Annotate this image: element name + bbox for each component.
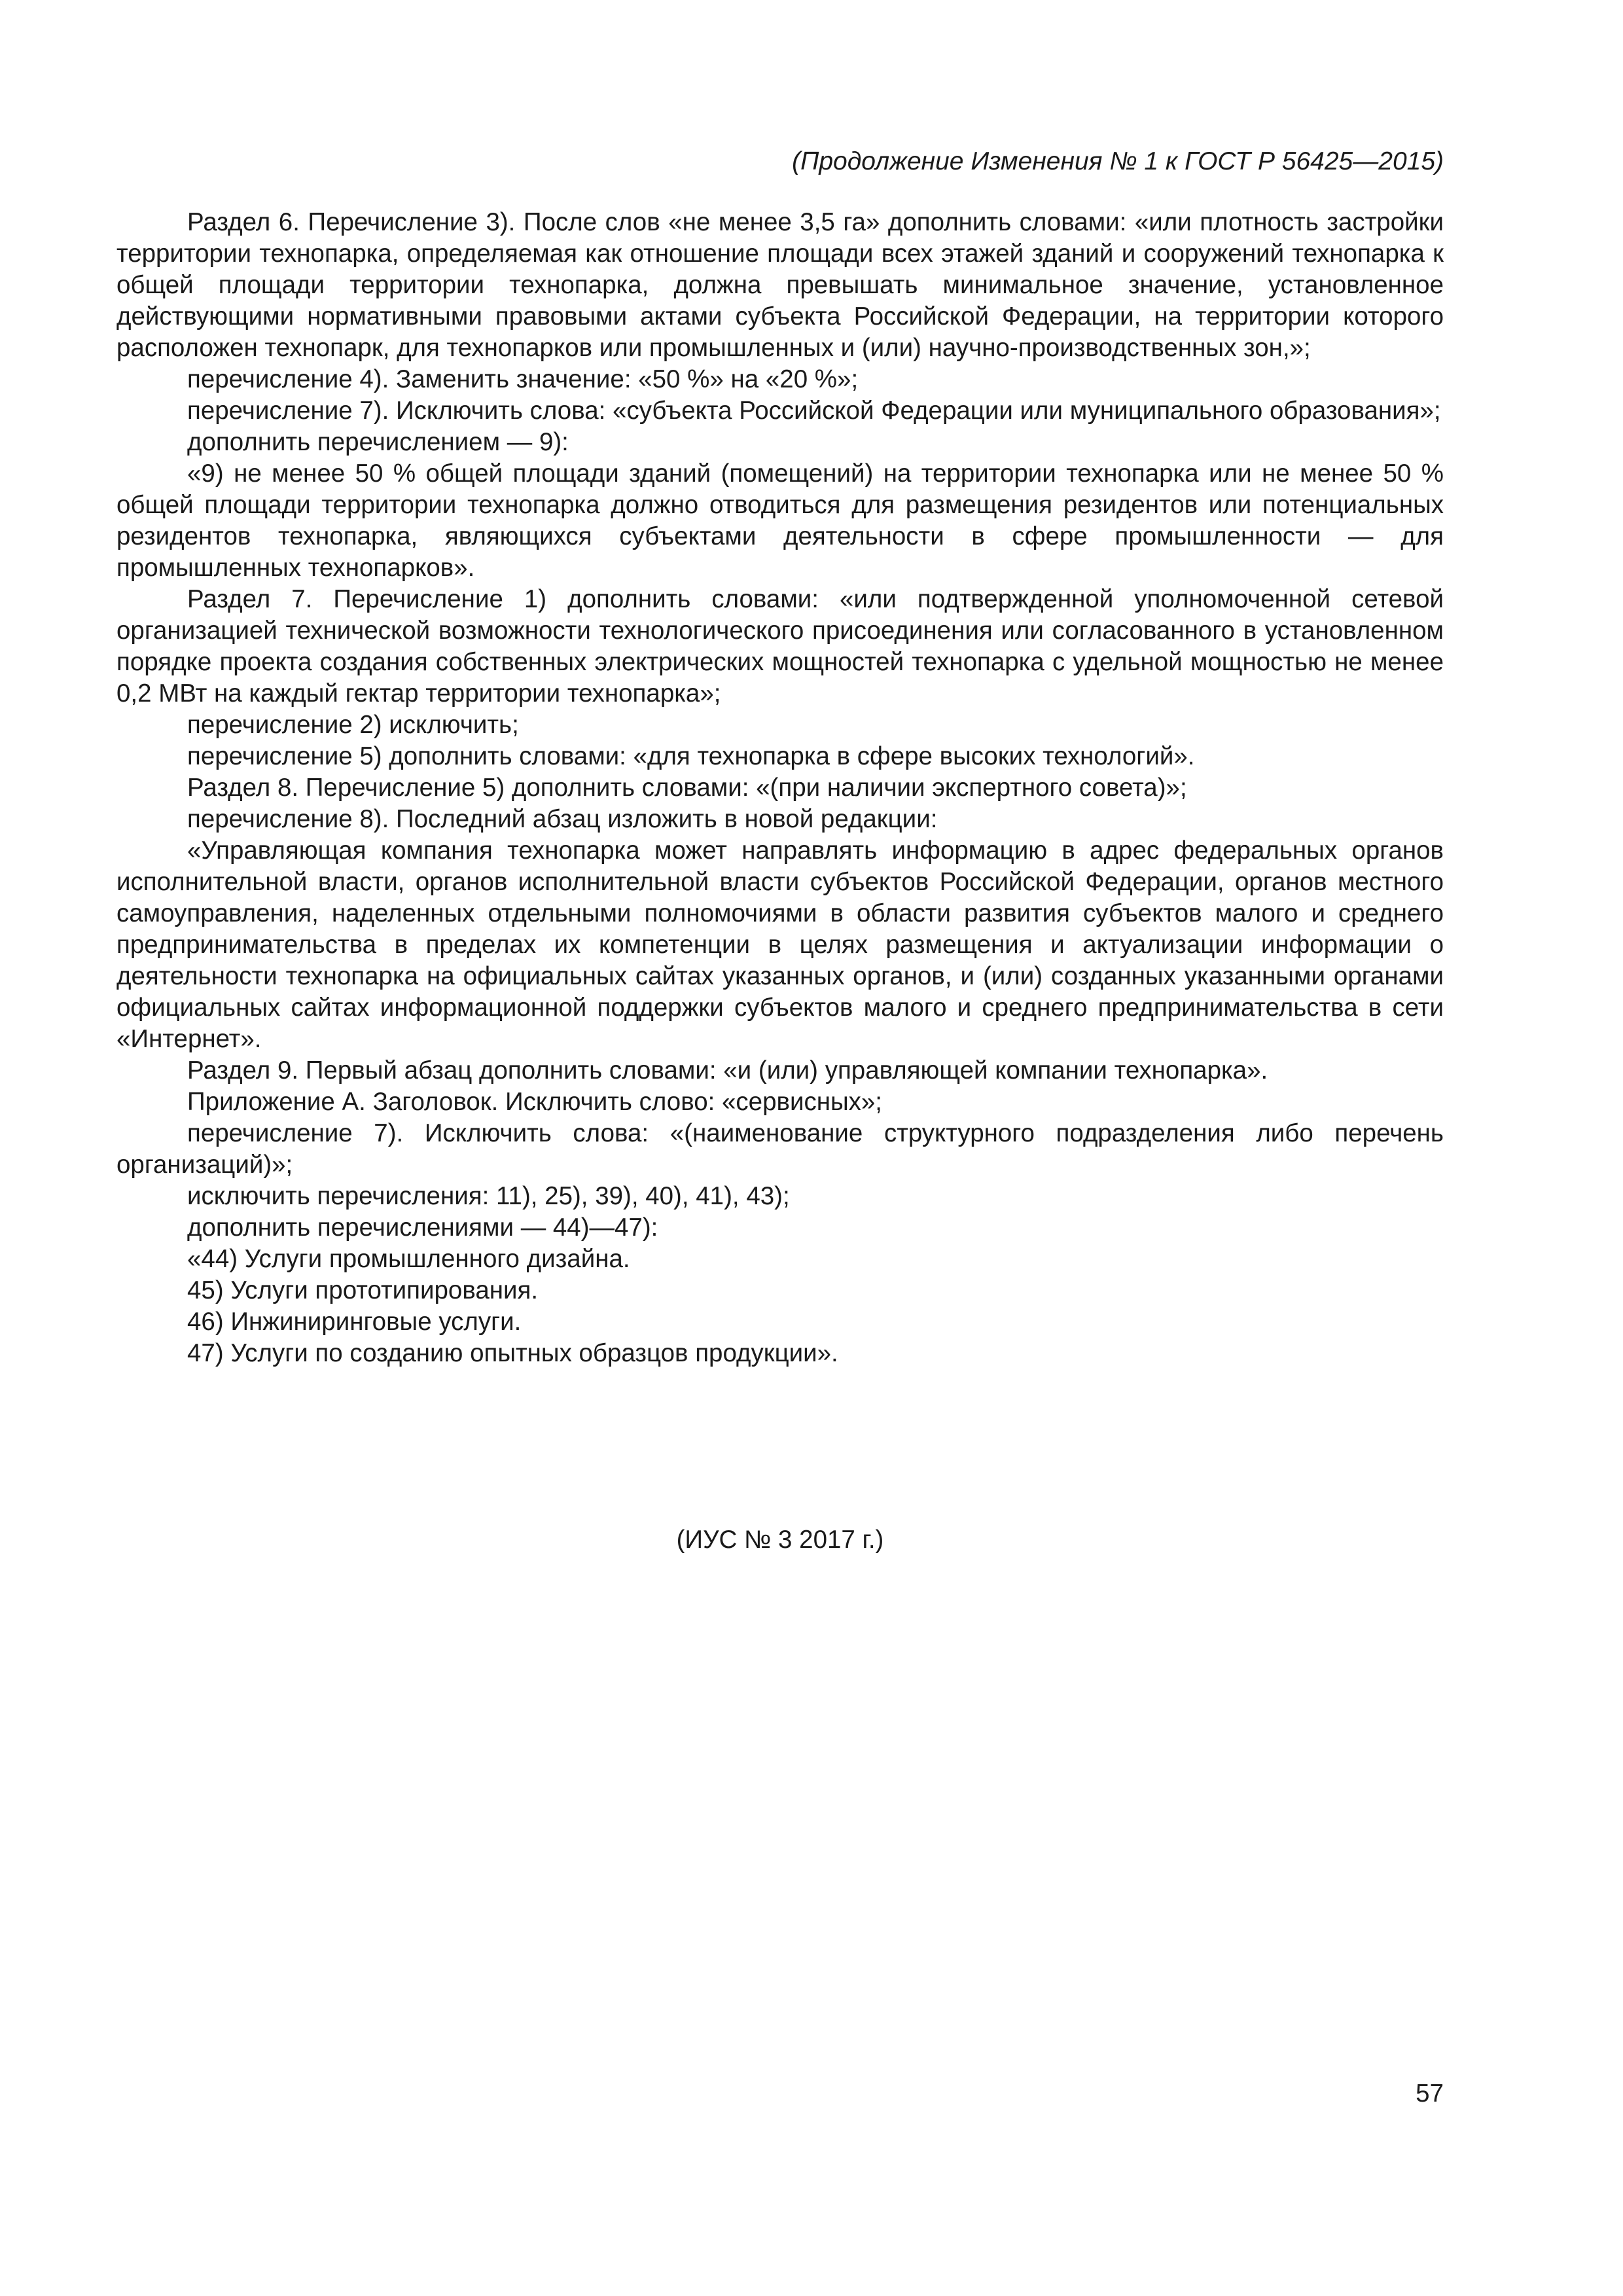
issue-reference: (ИУС № 3 2017 г.) — [676, 1526, 884, 1554]
paragraph: Раздел 9. Первый абзац дополнить словами: «и (или) управляющей компании технопарка». — [187, 1056, 1268, 1085]
paragraph: перечисление 4). Заменить значение: «50 %» на «20 %»; — [187, 365, 859, 393]
paragraph: перечисление 8). Последний абзац изложить в новой редакции: — [187, 805, 938, 833]
paragraph: исключить перечисления: 11), 25), 39), 40), 41), 43); — [187, 1182, 790, 1210]
page-number: 57 — [1416, 2079, 1444, 2108]
continuation-header: (Продолжение Изменения № 1 к ГОСТ Р 56425—2015) — [792, 147, 1444, 175]
paragraph: дополнить перечислениями — 44)—47): — [187, 1213, 658, 1242]
paragraph: перечисление 2) исключить; — [187, 711, 519, 739]
paragraph: 46) Инжиниринговые услуги. — [187, 1308, 522, 1336]
paragraph: «44) Услуги промышленного дизайна. — [187, 1245, 630, 1273]
paragraph: перечисление 7). Исключить слова: «субъекта Российской Федерации или муниципального образования»; — [187, 397, 1441, 425]
paragraph: «Управляющая компания технопарка может направлять информацию в адрес федеральных органов исполнительной власти, органов исполнительной власти субъектов Российской Федерации, органов местного самоуправления, наделенных отдельными полномочиями в области развития субъектов малого и среднего предпринимательства в пределах их компетенции в целях размещения и актуализации информации о деятельности технопарка на официальных сайтах указанных органов, и (или) созданных указанными органами официальных сайтах информационной поддержки субъектов малого и среднего предпринимательства в сети «Интернет». — [116, 836, 1444, 1053]
paragraph: перечисление 7). Исключить слова: «(наименование структурного подразделения либо перечень организаций)»; — [116, 1119, 1444, 1179]
paragraph: «9) не менее 50 % общей площади зданий (помещений) на территории технопарка или не менее 50 % общей площади территории технопарка должно отводиться для размещения резидентов или потенциальных резидентов технопарка, являющихся субъектами деятельности в сфере промышленности — для промышленных технопарков». — [116, 459, 1444, 582]
document-body — [116, 207, 1444, 1369]
paragraph: 47) Услуги по созданию опытных образцов продукции». — [187, 1339, 838, 1367]
paragraph: перечисление 5) дополнить словами: «для технопарка в сфере высоких технологий». — [187, 742, 1195, 770]
paragraph: Раздел 6. Перечисление 3). После слов «не менее 3,5 га» дополнить словами: «или плотность застройки территории технопарка, определяемая как отношение площади всех этажей зданий и сооружений технопарка к общей площади территории технопарка, должна превышать минимальное значение, установленное действующими нормативными правовыми актами субъекта Российской Федерации, на территории которого расположен технопарк, для технопарков или промышленных и (или) научно-производственных зон,»; — [116, 208, 1444, 362]
paragraph: Раздел 8. Перечисление 5) дополнить словами: «(при наличии экспертного совета)»; — [187, 774, 1187, 802]
paragraph: Раздел 7. Перечисление 1) дополнить словами: «или подтвержденной уполномоченной сетевой организацией технической возможности технологического присоединения или согласованного в установленном порядке проекта создания собственных электрических мощностей технопарка с удельной мощностью не менее 0,2 МВт на каждый гектар территории технопарка»; — [116, 585, 1444, 708]
paragraph: 45) Услуги прототипирования. — [187, 1276, 539, 1304]
paragraph: Приложение А. Заголовок. Исключить слово: «сервисных»; — [187, 1088, 883, 1116]
paragraph: дополнить перечислением — 9): — [187, 428, 569, 456]
